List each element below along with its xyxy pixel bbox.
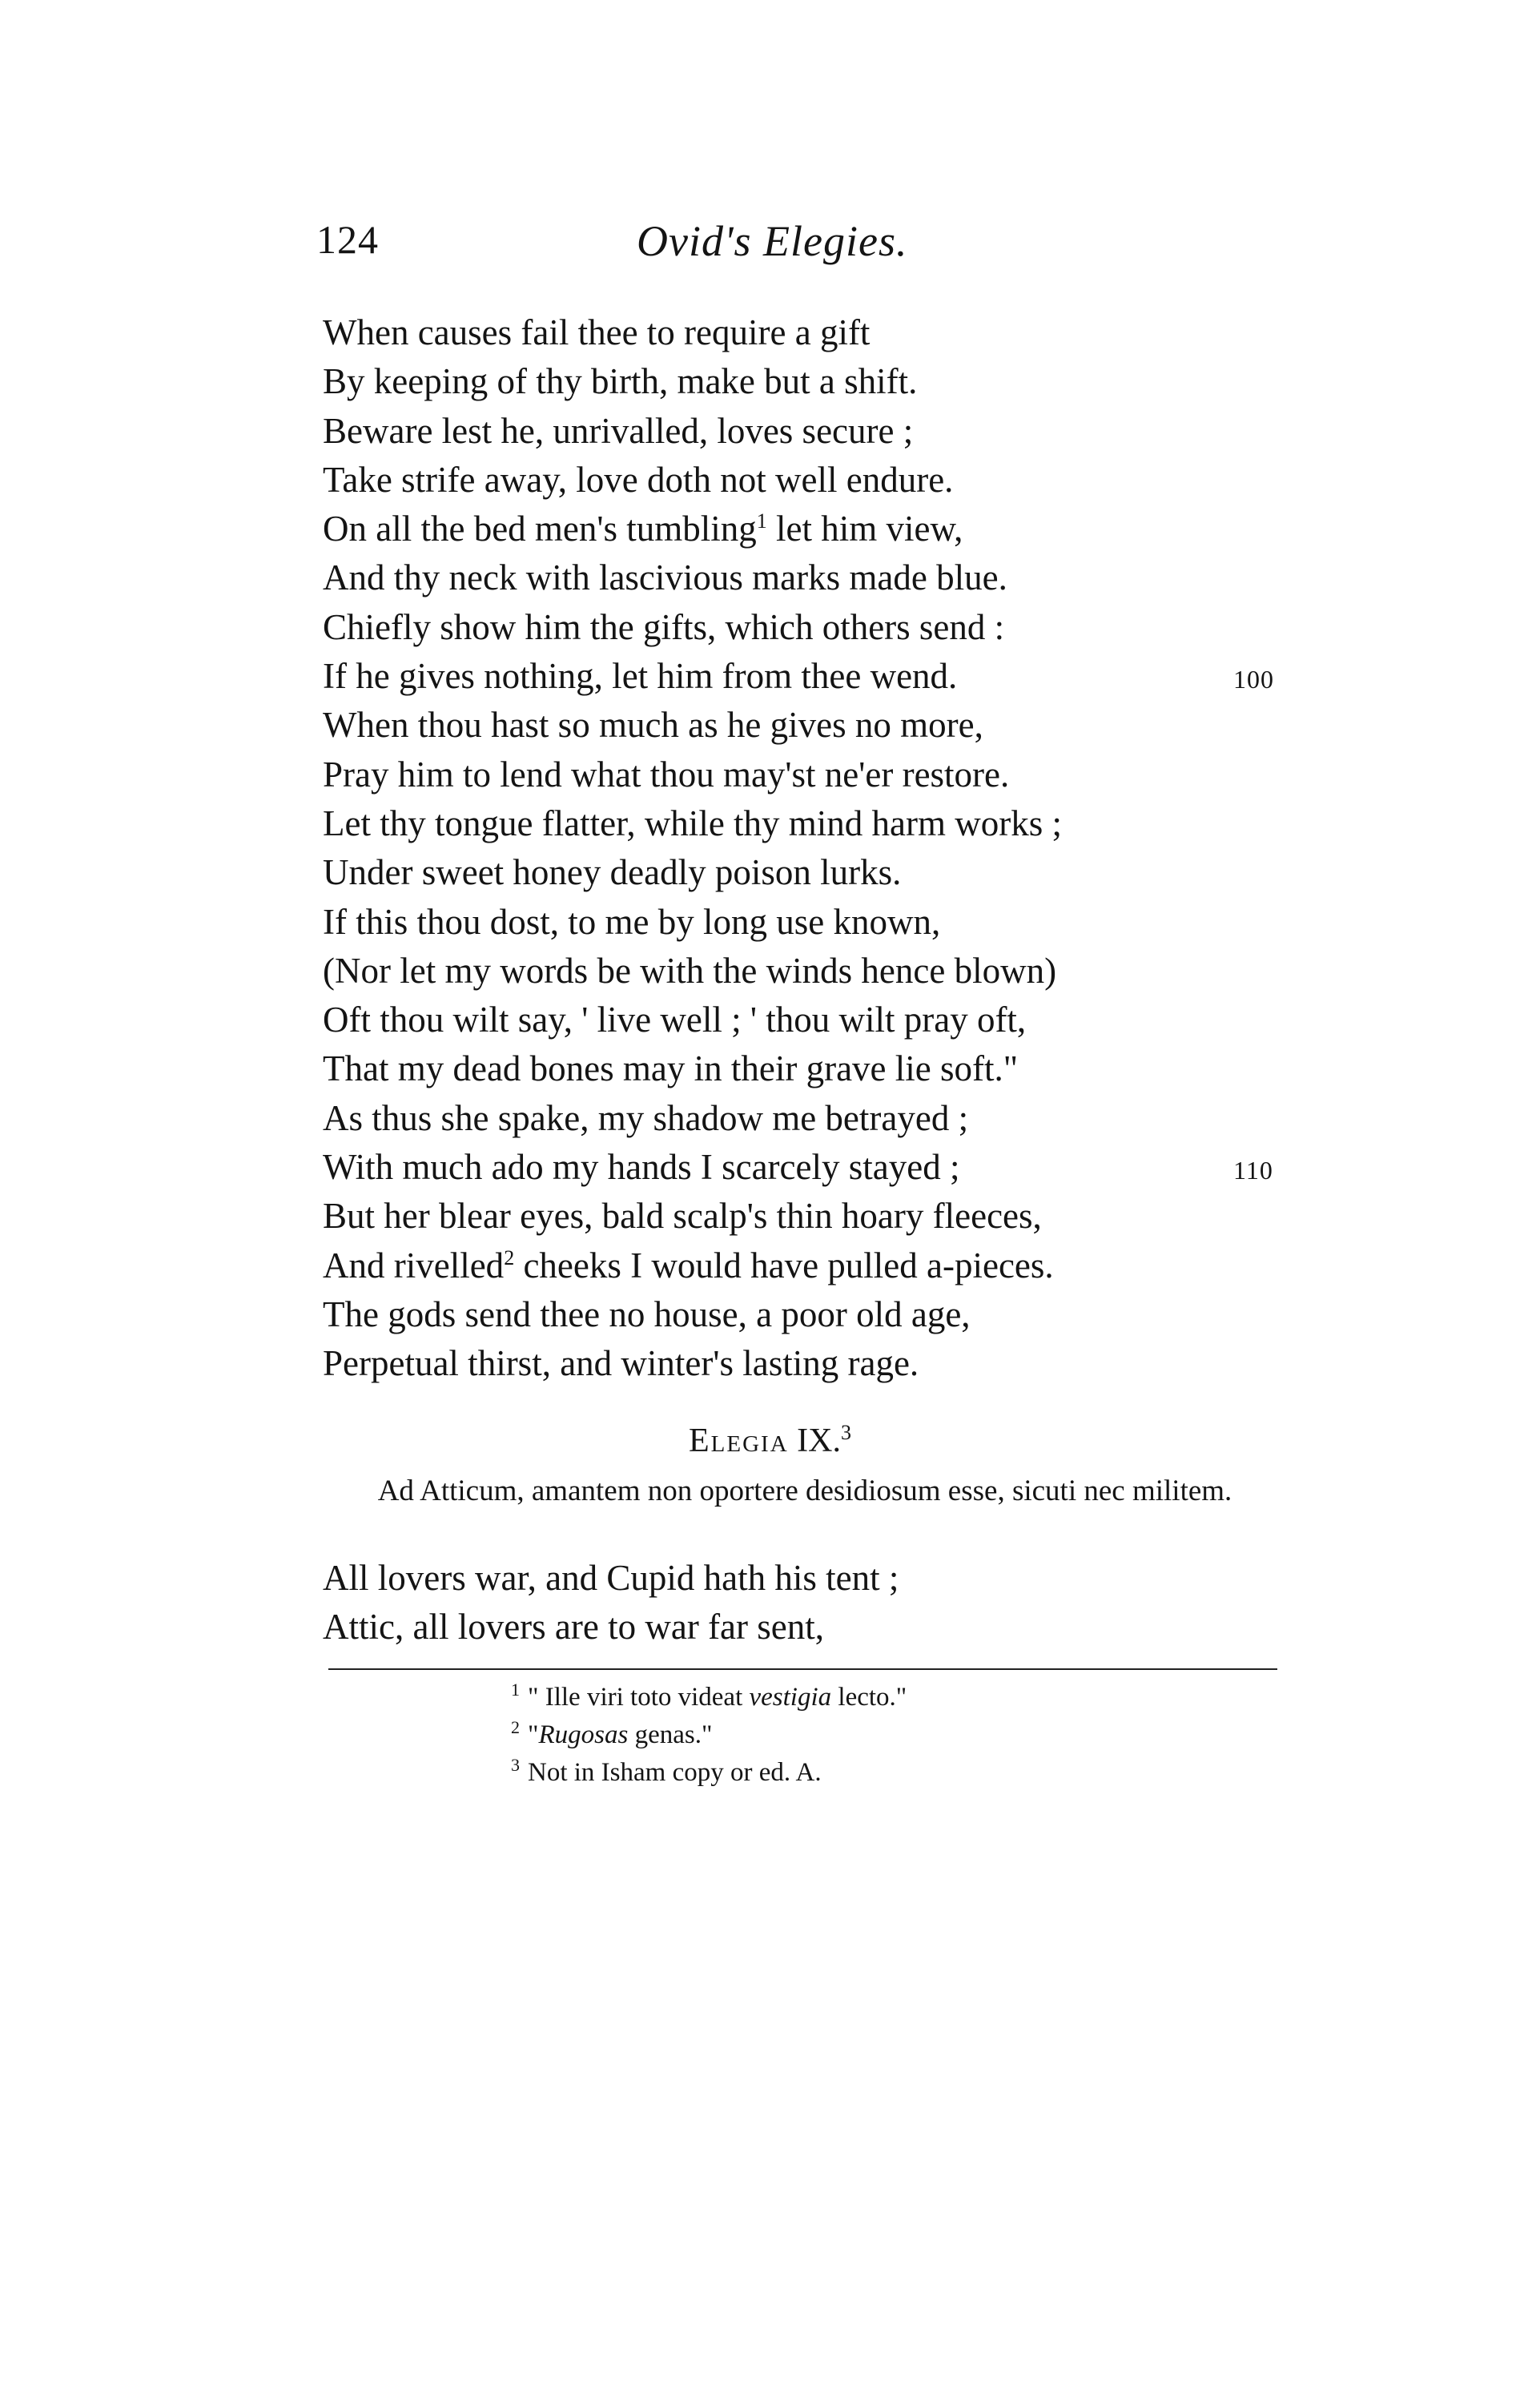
verse-text-segment: Let thy tongue flatter, while thy mind harm works ; [323, 803, 1063, 843]
verse-line [323, 701, 1284, 750]
footnote-text: " Ille viri toto videat [528, 1683, 750, 1712]
footnote [511, 1716, 1232, 1754]
verse-line [323, 1339, 1284, 1388]
verse-line-text [323, 312, 870, 352]
elegia-word: Elegia [689, 1422, 789, 1459]
verse-line [323, 799, 1284, 848]
verse-line-text [323, 1147, 959, 1187]
footnote-rule [328, 1668, 1277, 1670]
verse-line [323, 1192, 1284, 1241]
verse-text-segment: Perpetual thirst, and winter's lasting rage. [323, 1343, 919, 1384]
page-number: 124 [316, 217, 379, 262]
verse-text-segment: (Nor let my words be with the winds hence blown) [323, 950, 1057, 991]
verse-line-text [323, 754, 1009, 795]
verse-line [323, 456, 1284, 505]
elegia-subtitle: Ad Atticum, amantem non oportere desidiosum esse, sicuti nec militem. [377, 1475, 1232, 1507]
verse-line-text [323, 1294, 971, 1334]
verse-line-text [323, 1048, 1018, 1088]
verse-line [323, 603, 1284, 652]
footnote-mark: 1 [511, 1680, 520, 1700]
footnote-ref: 1 [756, 509, 767, 533]
verse-line [323, 308, 1284, 357]
verse-line [323, 898, 1284, 947]
verse-line-text [323, 509, 963, 549]
footnote-text: " [528, 1720, 539, 1749]
elegia-heading [0, 1422, 1540, 1460]
verse-line-text [323, 557, 1007, 597]
verse-line [323, 1044, 1284, 1093]
verse-text-segment: If he gives nothing, let him from thee wend. [323, 656, 958, 697]
verse-line-text [323, 1000, 1026, 1040]
footnote-text: Not in Isham copy or ed. A. [528, 1758, 822, 1787]
verse-line-text [323, 1245, 1054, 1286]
verse-text-segment: As thus she spake, my shadow me betrayed ; [323, 1097, 969, 1138]
verse-text-segment: With much ado my hands I scarcely stayed ; [323, 1147, 960, 1188]
verse-text-segment: By keeping of thy birth, make but a shift. [323, 361, 918, 402]
verse-line-text [323, 705, 983, 745]
verse-line-text [323, 361, 917, 401]
verse-line [323, 1143, 1284, 1192]
verse-line [323, 1603, 1284, 1652]
verse-line [323, 750, 1284, 799]
verse-line-text: All lovers war, and Cupid hath his tent ; [323, 1558, 899, 1598]
line-number: 110 [1233, 1156, 1273, 1185]
footnote-italic: Rugosas [538, 1720, 629, 1749]
verse-line-text [323, 803, 1062, 843]
verse-text-segment: Oft thou wilt say, ' live well ; ' thou wilt pray oft, [323, 1000, 1027, 1040]
running-head: Ovid's Elegies. [637, 217, 908, 265]
verse-line-text [323, 1343, 919, 1383]
verse-line-text [323, 951, 1056, 991]
verse-text-segment: Pray him to lend what thou may'st ne'er restore. [323, 754, 1010, 795]
verse-line-text [323, 852, 901, 892]
verse-line [323, 652, 1284, 701]
verse-line-text [323, 411, 913, 451]
verse-line-text: Attic, all lovers are to war far sent, [323, 1607, 825, 1648]
verse-text-segment: But her blear eyes, bald scalp's thin hoary fleeces, [323, 1196, 1042, 1237]
verse-text-segment: And thy neck with lascivious marks made blue. [323, 557, 1007, 598]
verse-text-segment: let him view, [766, 509, 963, 549]
verse-line-text [323, 607, 1004, 647]
line-number: 100 [1233, 665, 1274, 694]
verse-text-segment: And rivelled [323, 1245, 505, 1286]
footnote-mark: 2 [511, 1717, 520, 1737]
verse-text-segment: The gods send thee no house, a poor old age, [323, 1294, 971, 1334]
footnote-italic: vestigia [749, 1683, 832, 1712]
verse-text-segment: That my dead bones may in their grave lie soft." [323, 1048, 1019, 1089]
verse-text-segment: When thou hast so much as he gives no more, [323, 705, 983, 746]
footnote [511, 1754, 1232, 1792]
verse-text-segment: Take strife away, love doth not well endure. [323, 459, 954, 500]
verse-line [323, 1094, 1284, 1143]
verse-line [323, 848, 1284, 897]
verse-line-text [323, 902, 940, 942]
footnote-text: genas." [628, 1720, 713, 1749]
verse-line [323, 505, 1284, 553]
footnotes [511, 1679, 1232, 1792]
verse-line [323, 407, 1284, 456]
footnote-mark: 3 [511, 1755, 520, 1775]
footnote-text: lecto." [831, 1683, 907, 1712]
page-header [316, 216, 1085, 280]
footnote-ref: 3 [840, 1421, 851, 1444]
verse-text-segment: Under sweet honey deadly poison lurks. [323, 852, 902, 893]
verse-text-segment: If this thou dost, to me by long use known, [323, 901, 941, 942]
verse-text-segment: cheeks I would have pulled a-pieces. [514, 1245, 1054, 1286]
footnote [511, 1679, 1232, 1716]
verse-text-segment: When causes fail thee to require a gift [323, 312, 871, 352]
verse-text-segment: Chiefly show him the gifts, which others send : [323, 606, 1005, 647]
verse-line [323, 553, 1284, 602]
footnote-ref: 2 [504, 1245, 515, 1269]
verse-line [323, 1241, 1284, 1290]
verse-text-segment: On all the bed men's tumbling [323, 509, 757, 549]
verse-line-text [323, 1098, 968, 1138]
verse-text-segment: Beware lest he, unrivalled, loves secure ; [323, 410, 914, 451]
verse-line [323, 947, 1284, 996]
elegia-numeral: IX. [797, 1422, 841, 1459]
verse-line [323, 1554, 1284, 1603]
verse-line-text [323, 656, 957, 696]
verse-line [323, 996, 1284, 1044]
verse-block-2 [323, 1554, 1284, 1652]
verse-line [323, 357, 1284, 406]
verse-line-text [323, 460, 953, 500]
verse-line [323, 1290, 1284, 1339]
verse-block [323, 308, 1284, 1389]
verse-line-text [323, 1196, 1042, 1236]
